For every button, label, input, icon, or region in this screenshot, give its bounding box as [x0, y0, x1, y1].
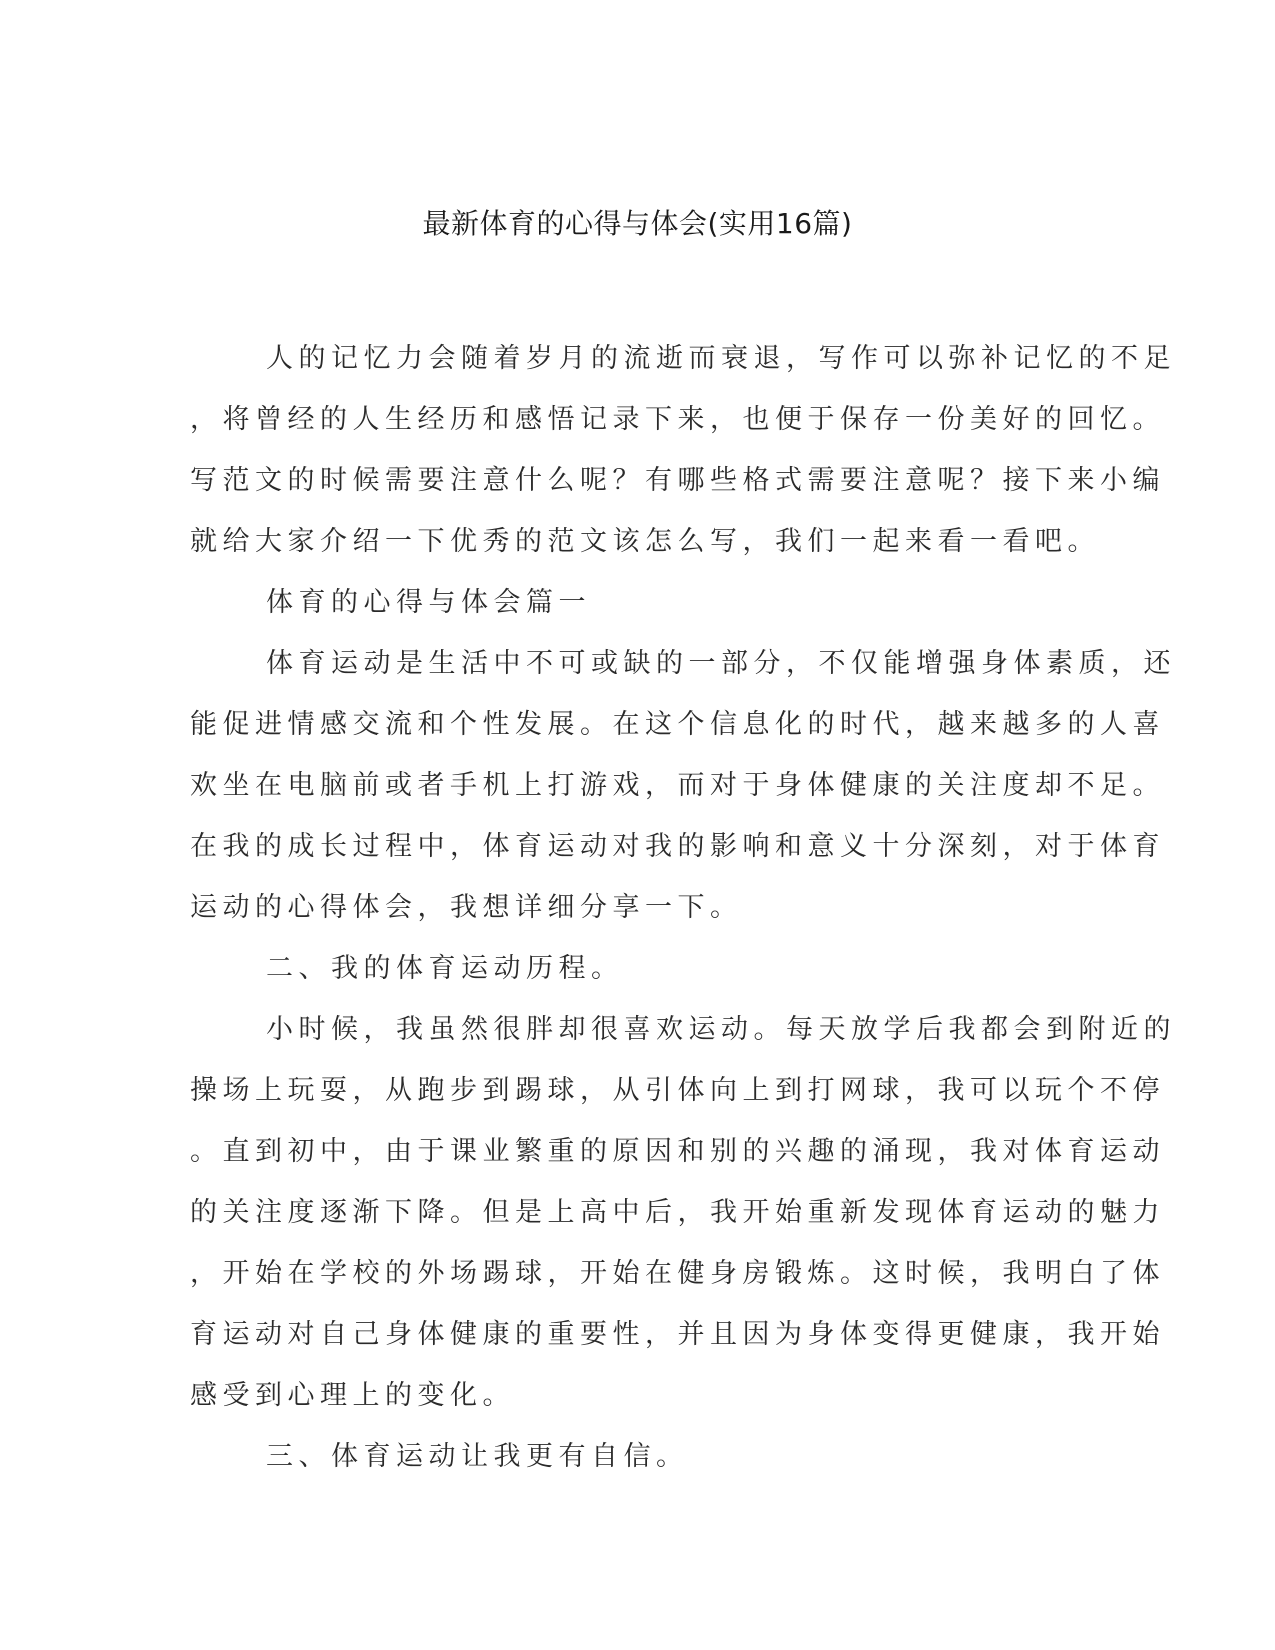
body-line-15: 的关注度逐渐下降。但是上高中后，我开始重新发现体育运动的魅力: [190, 1197, 1165, 1228]
body-line-18: 感受到心理上的变化。: [190, 1380, 515, 1411]
body-line-8: 欢坐在电脑前或者手机上打游戏，而对于身体健康的关注度却不足。: [190, 770, 1165, 801]
subheading-2: 二、我的体育运动历程。: [266, 953, 624, 984]
document-body: [190, 328, 1176, 1487]
body-line-9: 在我的成长过程中，体育运动对我的影响和意义十分深刻，对于体育: [190, 831, 1165, 862]
body-line-12: 小时候，我虽然很胖却很喜欢运动。每天放学后我都会到附近的: [266, 1014, 1176, 1045]
body-line-16: ，开始在学校的外场踢球，开始在健身房锻炼。这时候，我明白了体: [190, 1258, 1165, 1289]
section-heading-1: 体育的心得与体会篇一: [266, 587, 591, 618]
body-line-10: 运动的心得体会，我想详细分享一下。: [190, 892, 743, 923]
body-line-3: 写范文的时候需要注意什么呢？有哪些格式需要注意呢？接下来小编: [190, 465, 1165, 496]
body-line-7: 能促进情感交流和个性发展。在这个信息化的时代，越来越多的人喜: [190, 709, 1165, 740]
document-title: 最新体育的心得与体会(实用16篇): [422, 207, 853, 240]
body-line-6: 体育运动是生活中不可或缺的一部分，不仅能增强身体素质，还: [266, 648, 1176, 679]
body-line-14: 。直到初中，由于课业繁重的原因和别的兴趣的涌现，我对体育运动: [190, 1136, 1165, 1167]
subheading-3: 三、体育运动让我更有自信。: [266, 1441, 689, 1472]
body-line-13: 操场上玩耍，从跑步到踢球，从引体向上到打网球，我可以玩个不停: [190, 1075, 1165, 1106]
body-line-4: 就给大家介绍一下优秀的范文该怎么写，我们一起来看一看吧。: [190, 526, 1100, 557]
body-line-17: 育运动对自己身体健康的重要性，并且因为身体变得更健康，我开始: [190, 1319, 1165, 1350]
body-line-1: 人的记忆力会随着岁月的流逝而衰退，写作可以弥补记忆的不足: [266, 343, 1176, 374]
body-line-2: ，将曾经的人生经历和感悟记录下来，也便于保存一份美好的回忆。: [190, 404, 1165, 435]
